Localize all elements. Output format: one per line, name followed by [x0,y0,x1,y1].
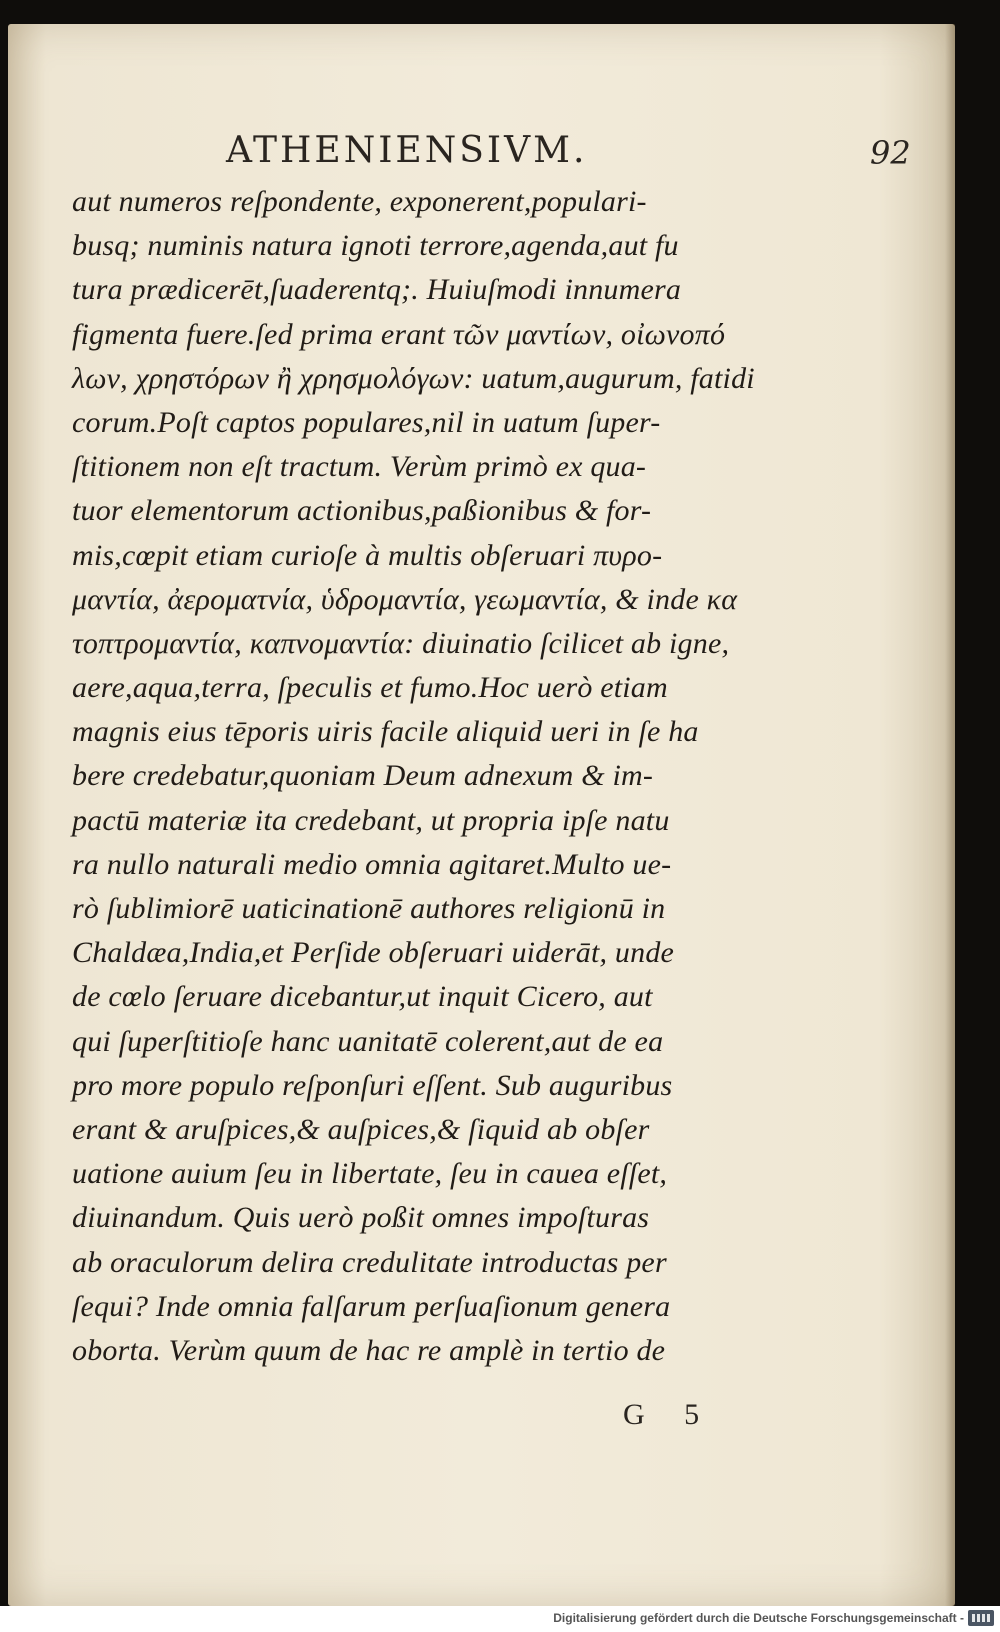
body-text [72,180,812,1373]
text-line: λων, χρηστόρων ἢ χρησμολόγων: uatum,augurum, fatidi [72,361,755,395]
text-line: magnis eius tēporis uiris facile aliquid ueri in ſe ha [72,715,699,749]
footer-credit: Digitalisierung gefördert durch die Deutsche Forschungsgemeinschaft - [553,1611,964,1625]
text-line: de cœlo ſeruare dicebantur,ut inquit Cicero, aut [72,980,653,1014]
text-line: oborta. Verùm quum de hac re amplè in tertio de [72,1333,666,1367]
text-line: busq; numinis natura ignoti terrore,agenda,aut fu [72,229,679,263]
text-line: aut numeros reſpondente, exponerent,populari- [72,185,647,218]
page-edge-shadow [945,24,955,1606]
text-line: ra nullo naturali medio omnia agitaret.Multo ue- [72,847,672,881]
digitization-footer [0,1606,1000,1632]
text-line: ab oraculorum delira credulitate introductas per [72,1245,667,1279]
signature-mark: G 5 [623,1398,716,1431]
page-number: 92 [870,134,911,172]
running-head: ATHENIENSIVM. [226,130,588,171]
text-line: τοπτρομαντία, καπνομαντία: diuinatio ſcilicet ab igne, [72,626,730,660]
text-line: corum.Poſt captos populares,nil in uatum ſuper- [72,405,661,439]
text-line: aere,aqua,terra, ſpeculis et fumo.Hoc uerò etiam [72,671,668,705]
text-line: μαντία, ἀεροματνία, ὑδρομαντία, γεωμαντία, & inde κα [72,582,738,616]
text-line: pactū materiæ ita credebant, ut propria ipſe natu [72,803,670,837]
text-line: ſequi? Inde omnia falſarum perſuaſionum genera [72,1289,671,1323]
text-line: qui ſuperſtitioſe hanc uanitatē colerent,aut de ea [72,1024,664,1058]
text-line: figmenta fuere.ſed prima erant τῶν μαντίων, οἰωνοπό [72,317,726,351]
text-line: erant & aruſpices,& auſpices,& ſiquid ab obſer [72,1112,650,1146]
text-line: uatione auium ſeu in libertate, ſeu in cauea eſſet, [72,1157,668,1191]
text-line: rò ſublimiorē uaticinationē authores religionū in [72,892,666,925]
text-line: bere credebatur,quoniam Deum adnexum & im- [72,759,654,793]
text-line: tura prædicerēt,ſuaderentq;. Huiuſmodi innumera [72,273,682,307]
text-line: diuinandum. Quis uerò poßit omnes impoſturas [72,1201,650,1235]
text-line: mis,cœpit etiam curioſe à multis obſeruari πυρο- [72,538,663,572]
dfg-logo-icon [968,1610,994,1626]
text-line: tuor elementorum actionibus,paßionibus & for- [72,494,652,528]
text-line: ſtitionem non eſt tractum. Verùm primò ex qua- [72,450,647,484]
book-page [8,24,955,1606]
text-line: pro more populo reſponſuri eſſent. Sub auguribus [72,1068,673,1102]
text-line: Chaldæa,India,et Perſide obſeruari uiderāt, unde [72,936,675,970]
